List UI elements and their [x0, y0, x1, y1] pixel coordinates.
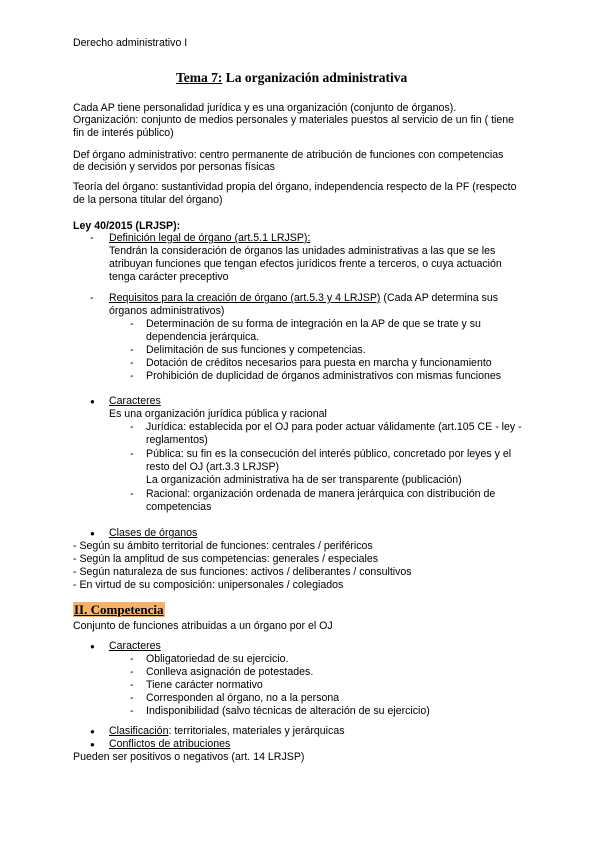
clasificacion-line	[109, 725, 345, 738]
clases-bullet-icon: ●	[90, 529, 95, 538]
definicion-line-2: atribuyan funciones que tengan efectos jurídicos frente a terceros, o cuya actuación	[109, 258, 502, 270]
requisitos-item-cont: dependencia jerárquica.	[146, 331, 260, 343]
competencia-item-dash: -	[130, 666, 134, 678]
clases-item: - Según la amplitud de sus competencias: generales / especiales	[73, 553, 379, 565]
def-organo-line-2: de decisión y servidos por personas físicas	[73, 161, 275, 173]
requisitos-item: Determinación de su forma de integración en la AP de que se trate y su	[146, 318, 481, 330]
requisitos-rest: (Cada AP determina sus	[380, 292, 499, 304]
competencia-intro: Conjunto de funciones atribuidas a un órgano por el OJ	[73, 620, 333, 632]
teoria-line-2: de la persona titular del órgano)	[73, 194, 223, 206]
conflictos-text: Pueden ser positivos o negativos (art. 14 LRJSP)	[73, 751, 305, 763]
caracteres-item: Pública: su fin es la consecución del interés público, concretado por leyes y el	[146, 448, 512, 460]
caracteres-item: Jurídica: establecida por el OJ para poder actuar válidamente (art.105 CE - ley -	[146, 421, 522, 433]
requisitos-line-1	[109, 292, 498, 305]
conflictos-bullet-icon: ●	[90, 740, 95, 749]
caracteres-item-cont: competencias	[146, 501, 212, 513]
requisitos-item: Dotación de créditos necesarios para puesta en marcha y funcionamiento	[146, 357, 492, 369]
requisitos-line-2: órganos administrativos)	[109, 305, 225, 317]
competencia-item-dash: -	[130, 653, 134, 665]
def-organo-line-1: Def órgano administrativo: centro permanente de atribución de funciones con competencias	[73, 149, 504, 161]
teoria-line-1: Teoría del órgano: sustantividad propia del órgano, independencia respecto de la PF (respecto	[73, 181, 517, 193]
caracteres-intro: Es una organización jurídica pública y racional	[109, 408, 327, 420]
page-header: Derecho administrativo I	[73, 37, 188, 49]
intro-line-1: Cada AP tiene personalidad jurídica y es una organización (conjunto de órganos).	[73, 102, 457, 114]
competencia-caracteres-bullet-icon: ●	[90, 642, 95, 651]
clases-label: Clases de órganos	[109, 527, 198, 539]
intro-line-2: Organización: conjunto de medios personales y materiales puestos al servicio de un fin ( tiene	[73, 114, 515, 126]
definicion-line-3: tenga carácter preceptivo	[109, 271, 229, 283]
clasificacion-bullet-icon: ●	[90, 727, 95, 736]
title-prefix: Tema 7:	[176, 70, 223, 85]
caracteres-bullet-icon: ●	[90, 397, 95, 406]
caracteres-item-cont: La organización administrativa ha de ser transparente (publicación)	[146, 474, 462, 486]
competencia-item: Obligatoriedad de su ejercicio.	[146, 653, 289, 665]
caracteres-item-cont: resto del OJ (art.3.3 LRJSP)	[146, 461, 280, 473]
requisitos-item-dash: -	[130, 344, 134, 356]
requisitos-item-dash: -	[130, 357, 134, 369]
requisitos-bullet: -	[90, 292, 94, 304]
requisitos-label: Requisitos para la creación de órgano (art.5.3 y 4 LRJSP)	[109, 292, 381, 304]
clasificacion-rest: : territoriales, materiales y jerárquicas	[168, 725, 345, 737]
conflictos-label: Conflictos de atribuciones	[109, 738, 231, 750]
definicion-label: Definición legal de órgano (art.5.1 LRJSP):	[109, 232, 311, 244]
intro-line-3: fin de interés público)	[73, 127, 174, 139]
competencia-heading-text: II. Competencia	[74, 602, 164, 617]
ley-heading: Ley 40/2015 (LRJSP):	[73, 220, 181, 232]
caracteres-item-dash: -	[130, 421, 134, 433]
requisitos-item: Delimitación de sus funciones y competencias.	[146, 344, 366, 356]
title-text: La organización administrativa	[222, 70, 408, 85]
caracteres-item-dash: -	[130, 488, 134, 500]
requisitos-item-dash: -	[130, 318, 134, 330]
competencia-caracteres-label: Caracteres	[109, 640, 161, 652]
competencia-item: Indisponibilidad (salvo técnicas de alteración de su ejercicio)	[146, 705, 430, 717]
definicion-bullet: -	[90, 232, 94, 244]
caracteres-item: Racional: organización ordenada de manera jerárquica con distribución de	[146, 488, 496, 500]
competencia-heading	[73, 603, 165, 618]
page-title	[176, 71, 407, 84]
competencia-item-dash: -	[130, 679, 134, 691]
clases-item: - En virtud de su composición: unipersonales / colegiados	[73, 579, 344, 591]
caracteres-item-cont: reglamentos)	[146, 434, 208, 446]
competencia-item-dash: -	[130, 692, 134, 704]
competencia-item: Corresponden al órgano, no a la persona	[146, 692, 340, 704]
clasificacion-label: Clasificación	[109, 725, 169, 737]
caracteres-label: Caracteres	[109, 395, 161, 407]
definicion-line-1: Tendrán la consideración de órganos las unidades administrativas a las que se les	[109, 245, 496, 257]
competencia-item-dash: -	[130, 705, 134, 717]
requisitos-item: Prohibición de duplicidad de órganos administrativos con mismas funciones	[146, 370, 502, 382]
caracteres-item-dash: -	[130, 448, 134, 460]
requisitos-item-dash: -	[130, 370, 134, 382]
clases-item: - Según naturaleza de sus funciones: activos / deliberantes / consultivos	[73, 566, 412, 578]
clases-item: - Según su ámbito territorial de funciones: centrales / periféricos	[73, 540, 373, 552]
competencia-item: Conlleva asignación de potestades.	[146, 666, 314, 678]
competencia-item: Tiene carácter normativo	[146, 679, 263, 691]
